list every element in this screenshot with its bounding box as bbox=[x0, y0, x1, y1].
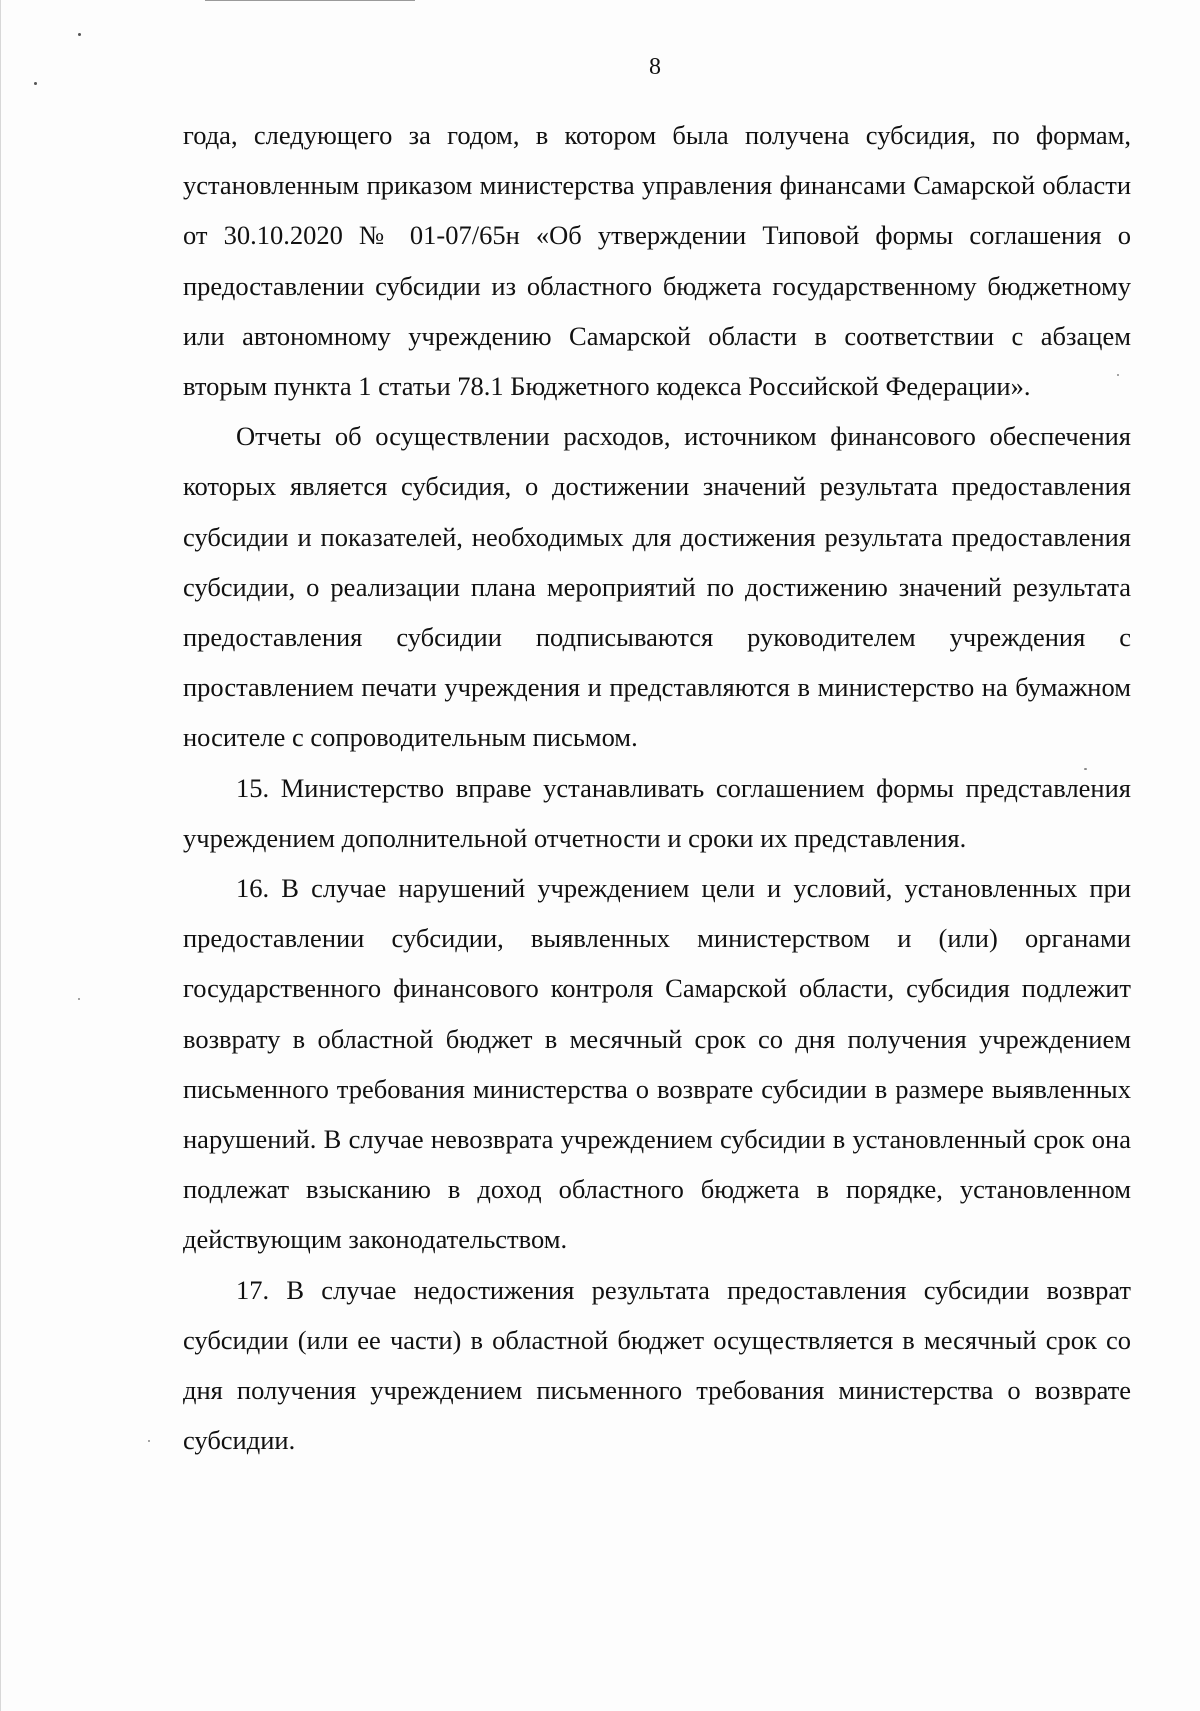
paragraph-reports: Отчеты об осуществлении расходов, источником финансового обеспечения которых является субсидия, о достижении значений результата предоставления субсидии и показателей, необходимых для достижения результата предоставления субсидии, о реализации плана мероприятий по достижению значений результата предоставления субсидии подписываются руководителем учреждения с проставлением печати учреждения и представляются в министерство на бумажном носителе с сопроводительным письмом. bbox=[183, 421, 1131, 753]
scan-speck bbox=[148, 1440, 150, 1442]
scan-edge-left bbox=[0, 0, 1, 1711]
scan-edge-top bbox=[205, 0, 415, 1]
paragraph-clause-17: 17. В случае недостижения результата предоставления субсидии возврат субсидии (или ее части) в областной бюджет осуществляется в месячный срок со дня получения учреждением письменного требования министерства о возврате субсидии. bbox=[183, 1274, 1131, 1456]
document-body bbox=[183, 110, 1131, 1465]
paragraph-clause-15: 15. Министерство вправе устанавливать соглашением формы представления учреждением дополнительной отчетности и сроки их представления. bbox=[183, 772, 1131, 853]
scan-speck bbox=[78, 998, 80, 1000]
paragraph-clause-16: 16. В случае нарушений учреждением цели и условий, установленных при предоставлении субсидии, выявленных министерством и (или) органами государственного финансового контроля Самарской области, субсидия подлежит возврату в областной бюджет в месячный срок со дня получения учреждением письменного требования министерства о возврате субсидии в размере выявленных нарушений. В случае невозврата учреждением субсидии в установленный срок она подлежат взысканию в доход областного бюджета в порядке, установленном действующим законодательством. bbox=[183, 873, 1131, 1255]
paragraph-continuation: года, следующего за годом, в котором была получена субсидия, по формам, установленным приказом министерства управления финансами Самарской области от 30.10.2020 № 01-07/65н «Об утверждении Типовой формы соглашения о предоставлении субсидии из областного бюджета государственному бюджетному или автономному учреждению Самарской области в соответствии с абзацем вторым пункта 1 статьи 78.1 Бюджетного кодекса Российской Федерации». bbox=[183, 120, 1131, 402]
scan-speck bbox=[78, 33, 81, 36]
scan-speck bbox=[34, 82, 37, 85]
page-number: 8 bbox=[649, 54, 661, 80]
